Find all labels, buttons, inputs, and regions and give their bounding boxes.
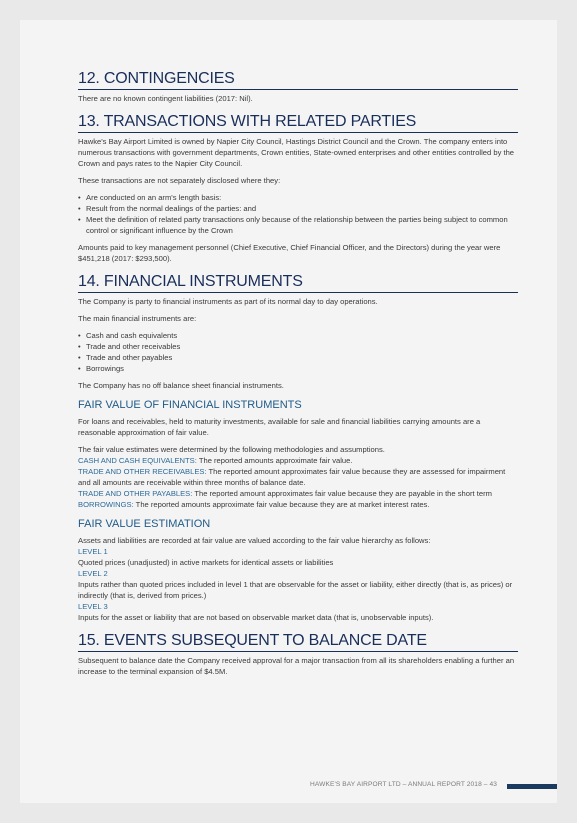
- bullet-list: [78, 192, 518, 236]
- definition-term: BORROWINGS:: [78, 500, 134, 509]
- list-item: • Trade and other receivables: [78, 341, 518, 352]
- definition-item: [78, 455, 518, 466]
- level-text: Inputs rather than quoted prices included in level 1 that are observable for the asset or liability, either directly (that is, as prices) or indirectly (that is, derived from prices.): [78, 580, 513, 600]
- definition-text: The reported amount approximates fair value because they are assessed for impairment and all amounts are receivable within three months of balance date.: [78, 467, 506, 487]
- paragraph: Hawke's Bay Airport Limited is owned by Napier City Council, Hastings District Council and the Crown. The company enters into numerous transactions with government departments, Crown entities, State-owned enterprises and other entities controlled by the Crown and pays rates to the Napier City Council.: [78, 137, 515, 168]
- subheading-fair-value-estimation: FAIR VALUE ESTIMATION: [78, 518, 211, 530]
- paragraph: Assets and liabilities are recorded at fair value are valued according to the fair value hierarchy as follows:: [78, 536, 431, 545]
- definition-text: The reported amounts approximate fair value.: [196, 456, 353, 465]
- heading-events-subsequent: 15. EVENTS SUBSEQUENT TO BALANCE DATE: [78, 632, 518, 652]
- section-events-subsequent: [78, 632, 518, 677]
- page-content: [78, 70, 518, 686]
- footer-text: HAWKE'S BAY AIRPORT LTD – ANNUAL REPORT 2018 – 43: [310, 781, 497, 788]
- paragraph: The Company is party to financial instruments as part of its normal day to day operations.: [78, 297, 378, 306]
- level-label: LEVEL 1: [78, 547, 108, 556]
- heading-contingencies: 12. CONTINGENCIES: [78, 70, 518, 90]
- level-label: LEVEL 3: [78, 602, 108, 611]
- level-text: Inputs for the asset or liability that are not based on observable market data (that is, unobservable inputs).: [78, 613, 434, 622]
- definition-term: CASH AND CASH EQUIVALENTS:: [78, 456, 197, 465]
- fair-value-levels: [78, 535, 518, 623]
- section-contingencies: [78, 70, 518, 104]
- definition-term: TRADE AND OTHER PAYABLES:: [78, 489, 193, 498]
- paragraph: The Company has no off balance sheet financial instruments.: [78, 381, 284, 390]
- paragraph: There are no known contingent liabilities (2017: Nil).: [78, 94, 253, 103]
- level-label: LEVEL 2: [78, 569, 108, 578]
- definition-term: TRADE AND OTHER RECEIVABLES:: [78, 467, 207, 476]
- definition-text: The reported amounts approximate fair value because they are at market interest rates.: [133, 500, 430, 509]
- definition-item: [78, 499, 518, 510]
- paragraph: The main financial instruments are:: [78, 314, 197, 323]
- heading-financial-instruments: 14. FINANCIAL INSTRUMENTS: [78, 273, 518, 293]
- list-item: • Borrowings: [78, 363, 518, 374]
- list-item: • Cash and cash equivalents: [78, 330, 518, 341]
- bullet-list: [78, 330, 518, 374]
- list-item: • Meet the definition of related party transactions only because of the relationship between the parties being subject to common control or significant influence by the Crown: [78, 214, 518, 236]
- footer-accent-bar: [507, 784, 557, 789]
- definition-text: The reported amount approximates fair value because they are payable in the short term: [192, 489, 492, 498]
- list-item: • Result from the normal dealings of the parties: and: [78, 203, 518, 214]
- paragraph: The fair value estimates were determined by the following methodologies and assumptions.: [78, 445, 385, 454]
- fair-value-definitions: [78, 444, 518, 510]
- definition-item: [78, 488, 518, 499]
- heading-related-parties: 13. TRANSACTIONS WITH RELATED PARTIES: [78, 113, 518, 133]
- section-financial-instruments: [78, 273, 518, 623]
- list-item: • Trade and other payables: [78, 352, 518, 363]
- section-related-parties: [78, 113, 518, 264]
- subheading-fair-value: FAIR VALUE OF FINANCIAL INSTRUMENTS: [78, 399, 302, 411]
- paragraph: Amounts paid to key management personnel (Chief Executive, Chief Financial Officer, and the Directors) during the year were $451,218 (2017: $293,500).: [78, 243, 501, 263]
- list-item: • Are conducted on an arm's length basis:: [78, 192, 518, 203]
- page-footer: [20, 780, 557, 792]
- paragraph: These transactions are not separately disclosed where they:: [78, 176, 281, 185]
- paragraph: For loans and receivables, held to maturity investments, available for sale and financial liabilities carrying amounts are a reasonable approximation of fair value.: [78, 417, 481, 437]
- level-text: Quoted prices (unadjusted) in active markets for identical assets or liabilities: [78, 558, 334, 567]
- paragraph: Subsequent to balance date the Company received approval for a major transaction from all its shareholders enabling a further an increase to the terminal expansion of $4.5M.: [78, 656, 515, 676]
- report-page: [20, 20, 557, 803]
- definition-item: [78, 466, 518, 488]
